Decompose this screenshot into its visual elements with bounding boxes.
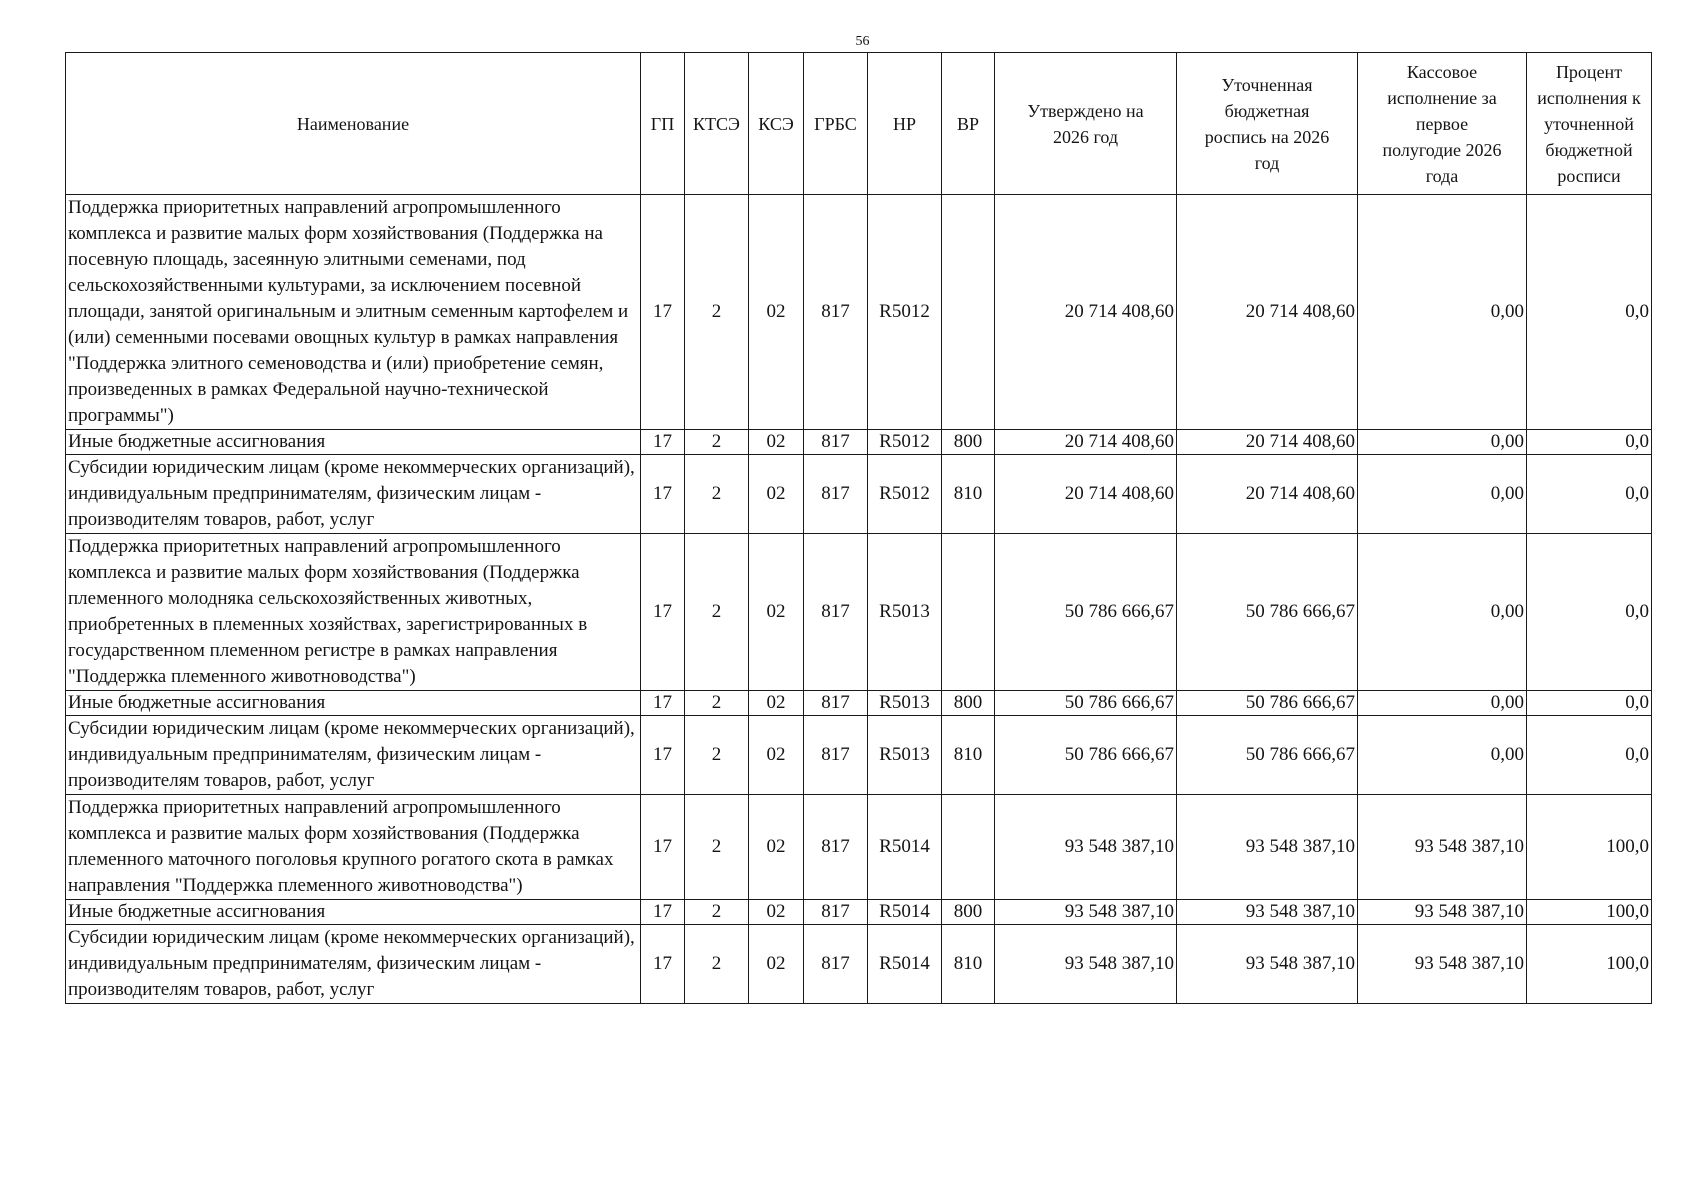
- row-vr: 810: [942, 925, 995, 1004]
- header-approved: Утверждено на 2026 год: [995, 53, 1177, 195]
- row-ktse: 2: [685, 691, 749, 716]
- row-ktse: 2: [685, 925, 749, 1004]
- row-kse: 02: [749, 534, 804, 691]
- row-kse: 02: [749, 900, 804, 925]
- row-np: R5014: [868, 795, 942, 900]
- header-percent: Процент исполнения к уточненной бюджетной росписи: [1527, 53, 1652, 195]
- table-row: [66, 430, 1652, 455]
- header-row: [66, 53, 1652, 195]
- table-row: [66, 691, 1652, 716]
- row-kse: 02: [749, 925, 804, 1004]
- row-np: R5012: [868, 455, 942, 534]
- row-ktse: 2: [685, 430, 749, 455]
- table-row: [66, 195, 1652, 430]
- row-executed: 93 548 387,10: [1358, 925, 1527, 1004]
- row-approved: 50 786 666,67: [995, 534, 1177, 691]
- row-gp: 17: [641, 795, 685, 900]
- row-vr: [942, 795, 995, 900]
- row-approved: 20 714 408,60: [995, 455, 1177, 534]
- row-percent: 100,0: [1527, 795, 1652, 900]
- row-ktse: 2: [685, 900, 749, 925]
- row-approved: 20 714 408,60: [995, 430, 1177, 455]
- row-refined: 50 786 666,67: [1177, 534, 1358, 691]
- row-name: Иные бюджетные ассигнования: [66, 691, 641, 716]
- table-row: [66, 455, 1652, 534]
- row-percent: 0,0: [1527, 534, 1652, 691]
- row-percent: 0,0: [1527, 691, 1652, 716]
- row-grbs: 817: [804, 430, 868, 455]
- row-grbs: 817: [804, 795, 868, 900]
- row-gp: 17: [641, 455, 685, 534]
- row-np: R5013: [868, 716, 942, 795]
- row-percent: 0,0: [1527, 455, 1652, 534]
- row-gp: 17: [641, 534, 685, 691]
- row-approved: 93 548 387,10: [995, 900, 1177, 925]
- row-gp: 17: [641, 691, 685, 716]
- header-kse: КСЭ: [749, 53, 804, 195]
- row-grbs: 817: [804, 455, 868, 534]
- row-refined: 93 548 387,10: [1177, 900, 1358, 925]
- header-gp: ГП: [641, 53, 685, 195]
- row-kse: 02: [749, 716, 804, 795]
- row-percent: 0,0: [1527, 716, 1652, 795]
- row-kse: 02: [749, 795, 804, 900]
- row-approved: 93 548 387,10: [995, 795, 1177, 900]
- table-row: [66, 925, 1652, 1004]
- row-name: Иные бюджетные ассигнования: [66, 900, 641, 925]
- row-refined: 20 714 408,60: [1177, 430, 1358, 455]
- header-refined: Уточненная бюджетная роспись на 2026 год: [1177, 53, 1358, 195]
- row-kse: 02: [749, 455, 804, 534]
- row-percent: 100,0: [1527, 900, 1652, 925]
- row-executed: 0,00: [1358, 691, 1527, 716]
- row-grbs: 817: [804, 691, 868, 716]
- budget-table: [65, 52, 1652, 1004]
- row-refined: 20 714 408,60: [1177, 455, 1358, 534]
- header-vr: ВР: [942, 53, 995, 195]
- row-ktse: 2: [685, 195, 749, 430]
- row-percent: 100,0: [1527, 925, 1652, 1004]
- row-percent: 0,0: [1527, 195, 1652, 430]
- row-name: Поддержка приоритетных направлений агропромышленного комплекса и развитие малых форм хозяйствования (Поддержка на посевную площадь, засеянную элитными семенами, под сельскохозяйственными культурами, за исключением посевной площади, занятой оригинальным и элитным семенным картофелем и (или) семенными посевами овощных культур в рамках направления "Поддержка элитного семеноводства и (или) приобретение семян, произведенных в рамках Федеральной научно-технической программы"): [66, 195, 641, 430]
- row-np: R5014: [868, 900, 942, 925]
- row-gp: 17: [641, 925, 685, 1004]
- header-ktse: КТСЭ: [685, 53, 749, 195]
- row-executed: 0,00: [1358, 534, 1527, 691]
- row-approved: 93 548 387,10: [995, 925, 1177, 1004]
- row-name: Субсидии юридическим лицам (кроме некоммерческих организаций), индивидуальным предпринимателям, физическим лицам - производителям товаров, работ, услуг: [66, 925, 641, 1004]
- row-ktse: 2: [685, 534, 749, 691]
- row-name: Субсидии юридическим лицам (кроме некоммерческих организаций), индивидуальным предпринимателям, физическим лицам - производителям товаров, работ, услуг: [66, 455, 641, 534]
- row-executed: 0,00: [1358, 716, 1527, 795]
- row-name: Поддержка приоритетных направлений агропромышленного комплекса и развитие малых форм хозяйствования (Поддержка племенного молодняка сельскохозяйственных животных, приобретенных в племенных хозяйствах, зарегистрированных в государственном племенном регистре в рамках направления "Поддержка племенного животноводства"): [66, 534, 641, 691]
- page-number: 56: [855, 34, 870, 49]
- row-executed: 0,00: [1358, 195, 1527, 430]
- row-executed: 93 548 387,10: [1358, 900, 1527, 925]
- row-refined: 93 548 387,10: [1177, 925, 1358, 1004]
- row-np: R5012: [868, 195, 942, 430]
- row-grbs: 817: [804, 925, 868, 1004]
- row-grbs: 817: [804, 900, 868, 925]
- row-gp: 17: [641, 195, 685, 430]
- table-row: [66, 716, 1652, 795]
- row-approved: 50 786 666,67: [995, 691, 1177, 716]
- header-np: НР: [868, 53, 942, 195]
- row-vr: 810: [942, 716, 995, 795]
- header-grbs: ГРБС: [804, 53, 868, 195]
- row-refined: 20 714 408,60: [1177, 195, 1358, 430]
- row-name: Иные бюджетные ассигнования: [66, 430, 641, 455]
- row-grbs: 817: [804, 716, 868, 795]
- row-vr: [942, 195, 995, 430]
- row-name: Поддержка приоритетных направлений агропромышленного комплекса и развитие малых форм хозяйствования (Поддержка племенного маточного поголовья крупного рогатого скота в рамках направления "Поддержка племенного животноводства"): [66, 795, 641, 900]
- table-row: [66, 534, 1652, 691]
- row-refined: 93 548 387,10: [1177, 795, 1358, 900]
- row-grbs: 817: [804, 534, 868, 691]
- row-grbs: 817: [804, 195, 868, 430]
- header-executed: Кассовое исполнение за первое полугодие 2026 года: [1358, 53, 1527, 195]
- table-row: [66, 795, 1652, 900]
- row-executed: 0,00: [1358, 455, 1527, 534]
- row-executed: 93 548 387,10: [1358, 795, 1527, 900]
- row-np: R5014: [868, 925, 942, 1004]
- row-vr: 800: [942, 691, 995, 716]
- row-np: R5012: [868, 430, 942, 455]
- row-name: Субсидии юридическим лицам (кроме некоммерческих организаций), индивидуальным предпринимателям, физическим лицам - производителям товаров, работ, услуг: [66, 716, 641, 795]
- header-name: Наименование: [66, 53, 641, 195]
- row-np: R5013: [868, 534, 942, 691]
- row-kse: 02: [749, 430, 804, 455]
- row-vr: 800: [942, 900, 995, 925]
- row-vr: [942, 534, 995, 691]
- row-gp: 17: [641, 716, 685, 795]
- row-ktse: 2: [685, 455, 749, 534]
- row-refined: 50 786 666,67: [1177, 691, 1358, 716]
- row-percent: 0,0: [1527, 430, 1652, 455]
- row-ktse: 2: [685, 716, 749, 795]
- row-executed: 0,00: [1358, 430, 1527, 455]
- row-approved: 50 786 666,67: [995, 716, 1177, 795]
- row-approved: 20 714 408,60: [995, 195, 1177, 430]
- row-refined: 50 786 666,67: [1177, 716, 1358, 795]
- row-kse: 02: [749, 195, 804, 430]
- table-row: [66, 900, 1652, 925]
- row-gp: 17: [641, 430, 685, 455]
- row-vr: 810: [942, 455, 995, 534]
- row-ktse: 2: [685, 795, 749, 900]
- row-gp: 17: [641, 900, 685, 925]
- row-kse: 02: [749, 691, 804, 716]
- row-np: R5013: [868, 691, 942, 716]
- row-vr: 800: [942, 430, 995, 455]
